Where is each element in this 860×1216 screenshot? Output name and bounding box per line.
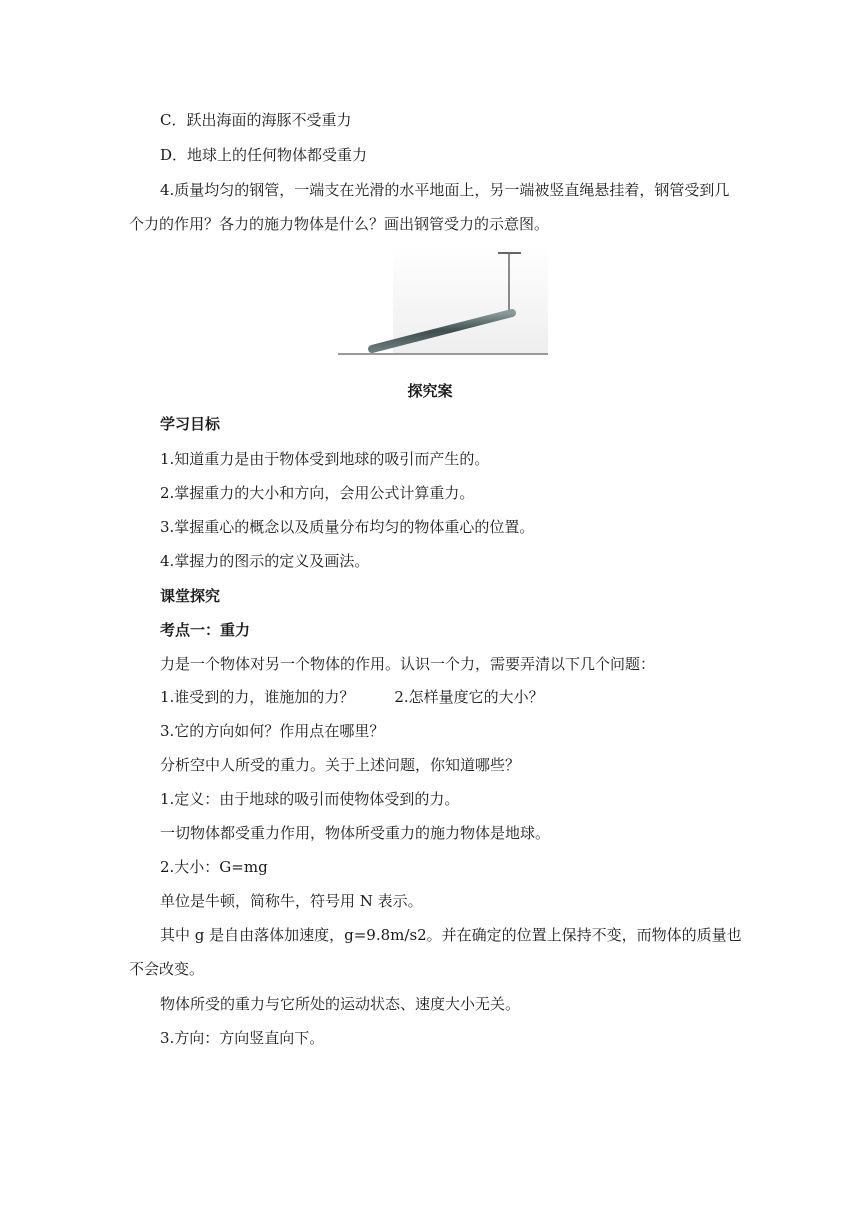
- point-1-heading: 考点一：重力: [160, 621, 251, 639]
- gravity-independence: 物体所受的重力与它所处的运动状态、速度大小无关。: [160, 995, 521, 1013]
- analyze-prompt: 分析空中人所受的重力。关于上述问题，你知道哪些？: [160, 756, 521, 774]
- question-2: 2.怎样量度它的大小？: [394, 688, 544, 706]
- gravity-direction: 3.方向：方向竖直向下。: [160, 1029, 325, 1047]
- question-4-line-2: 个力的作用？各力的施力物体是什么？画出钢管受力的示意图。: [129, 215, 550, 233]
- gravity-definition: 1.定义：由于地球的吸引而使物体受到的力。: [160, 790, 460, 808]
- question-3: 3.它的方向如何？作用点在哪里？: [160, 722, 385, 740]
- question-1: 1.谁受到的力，谁施加的力？: [160, 688, 355, 706]
- option-c: C．跃出海面的海豚不受重力: [160, 111, 352, 129]
- question-row: [160, 687, 544, 707]
- pipe-figure: [338, 245, 548, 365]
- objectives-heading: 学习目标: [160, 415, 221, 433]
- objective-item: 1.知道重力是由于物体受到地球的吸引而产生的。: [160, 450, 490, 468]
- gravity-size: 2.大小：G=mg: [160, 858, 268, 876]
- pipe-diagram: [338, 245, 548, 365]
- question-4-line-1: 4.质量均匀的钢管，一端支在光滑的水平地面上，另一端被竖直绳悬挂着，钢管受到几: [160, 181, 730, 199]
- gravity-unit: 单位是牛顿，简称牛，符号用 N 表示。: [160, 892, 423, 910]
- section-title: 探究案: [407, 382, 453, 400]
- inquiry-intro: 力是一个物体对另一个物体的作用。认识一个力，需要弄清以下几个问题：: [160, 655, 656, 673]
- objective-item: 4.掌握力的图示的定义及画法。: [160, 552, 370, 570]
- g-explanation-line-1: 其中 g 是自由落体加速度，g=9.8m/s2。并在确定的位置上保持不变，而物体的质量也: [160, 926, 742, 944]
- objective-item: 3.掌握重心的概念以及质量分布均匀的物体重心的位置。: [160, 518, 535, 536]
- g-explanation-line-2: 不会改变。: [129, 960, 205, 978]
- gravity-definition-note: 一切物体都受重力作用，物体所受重力的施力物体是地球。: [160, 824, 551, 842]
- objective-item: 2.掌握重力的大小和方向，会用公式计算重力。: [160, 484, 475, 502]
- inquiry-heading: 课堂探究: [160, 587, 221, 605]
- option-d: D．地球上的任何物体都受重力: [160, 146, 368, 164]
